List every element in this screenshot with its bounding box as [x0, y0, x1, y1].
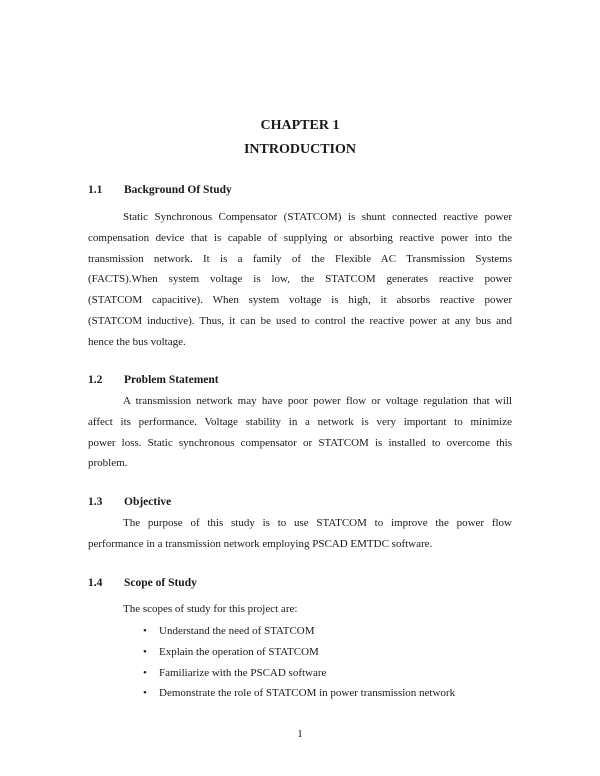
section-number: 1.3: [88, 496, 103, 508]
list-item-text: Understand the need of STATCOM: [159, 625, 315, 637]
text-line: compensation device that is capable of supplying or absorbing reactive power into the: [88, 231, 512, 244]
bullet-icon: •: [143, 625, 147, 637]
text-line: transmission network. It is a family of the Flexible AC Transmission Systems: [88, 252, 512, 265]
list-item-text: Demonstrate the role of STATCOM in power transmission network: [159, 687, 456, 700]
section-number: 1.2: [88, 374, 103, 386]
paragraph-objective: [88, 513, 512, 555]
text-line: Static Synchronous Compensator (STATCOM) is shunt connected reactive power: [123, 211, 512, 223]
list-item: [143, 683, 455, 704]
paragraph-problem: [88, 391, 512, 474]
text-line: power loss. Static synchronous compensator or STATCOM is installed to overcome this: [88, 436, 512, 449]
scope-list: [143, 621, 455, 704]
section-title: Scope of Study: [124, 577, 197, 589]
section-title: Problem Statement: [124, 374, 219, 386]
section-heading-background: [88, 184, 232, 196]
section-heading-objective: [88, 496, 171, 508]
list-item-text: Familiarize with the PSCAD software: [159, 666, 327, 679]
text-line: (STATCOM inductive). Thus, it can be used to control the reactive power at any bus and: [88, 314, 512, 327]
text-line: hence the bus voltage.: [88, 335, 186, 348]
chapter-number: CHAPTER 1: [260, 118, 340, 133]
list-item: [143, 642, 455, 663]
text-line: The purpose of this study is to use STATCOM to improve the power flow: [123, 517, 512, 529]
section-heading-problem: [88, 374, 219, 386]
section-heading-scope: [88, 577, 197, 589]
text-line: A transmission network may have poor power flow or voltage regulation that will: [123, 395, 512, 407]
section-title: Objective: [124, 496, 172, 508]
bullet-icon: •: [143, 687, 147, 700]
text-line: performance in a transmission network employing PSCAD EMTDC software.: [88, 537, 433, 550]
text-line: (STATCOM capacitive). When system voltage is high, it absorbs reactive power: [88, 294, 512, 307]
scope-intro: The scopes of study for this project are:: [123, 603, 298, 615]
text-line: problem.: [88, 457, 128, 470]
section-number: 1.1: [88, 184, 103, 196]
page-number: 1: [297, 728, 303, 740]
text-line: affect its performance. Voltage stability in a network is very important to minimize: [88, 415, 512, 428]
list-item-text: Explain the operation of STATCOM: [159, 645, 319, 658]
chapter-title: INTRODUCTION: [243, 142, 356, 157]
list-item: [143, 663, 455, 684]
section-number: 1.4: [88, 577, 103, 589]
text-line: (FACTS).When system voltage is low, the STATCOM generates reactive power: [88, 273, 512, 286]
section-title: Background Of Study: [124, 184, 232, 196]
bullet-icon: •: [143, 666, 147, 679]
list-item: [143, 621, 455, 642]
paragraph-background: [88, 207, 512, 353]
bullet-icon: •: [143, 645, 147, 658]
